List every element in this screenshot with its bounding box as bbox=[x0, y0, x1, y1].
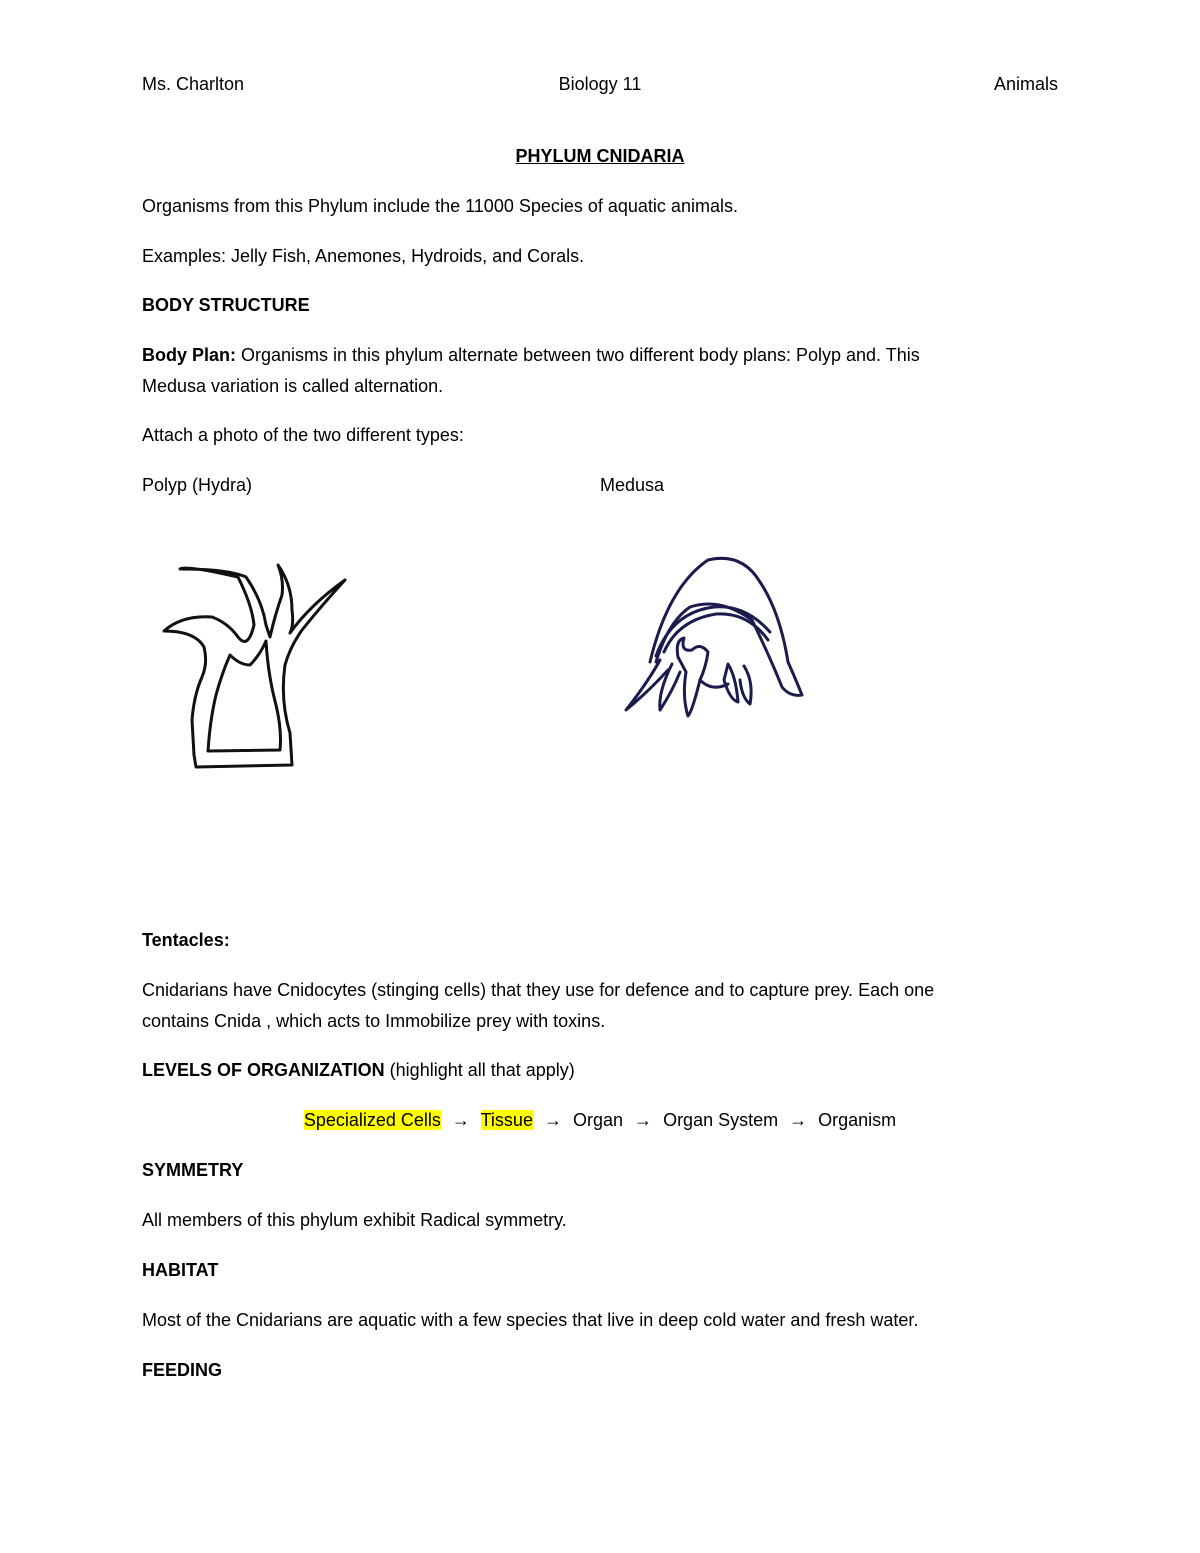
header-author: Ms. Charlton bbox=[142, 74, 245, 94]
feeding-heading: FEEDING bbox=[142, 1360, 223, 1380]
levels-heading-line bbox=[142, 1058, 575, 1082]
body-structure-heading: BODY STRUCTURE bbox=[142, 295, 310, 315]
level-organ: Organ bbox=[573, 1110, 624, 1130]
tentacles-heading: Tentacles: bbox=[142, 930, 230, 950]
body-plan-label: Body Plan: bbox=[142, 345, 237, 365]
level-organism: Organism bbox=[818, 1110, 897, 1130]
tentacles-text-2: contains Cnida , which acts to Immobilize prey with toxins. bbox=[142, 1011, 606, 1031]
medusa-drawing bbox=[620, 552, 810, 720]
header-unit: Animals bbox=[993, 74, 1058, 94]
arrow-icon: → bbox=[634, 1110, 653, 1130]
page-title: PHYLUM CNIDARIA bbox=[515, 146, 685, 166]
body-plan-text: Organisms in this phylum alternate between two different body plans: Polyp and. This bbox=[236, 345, 920, 365]
polyp-label: Polyp (Hydra) bbox=[142, 475, 253, 495]
arrow-icon: → bbox=[451, 1110, 470, 1130]
habitat-text: Most of the Cnidarians are aquatic with a few species that live in deep cold water and fresh water. bbox=[142, 1310, 919, 1330]
level-specialized-cells: Specialized Cells bbox=[303, 1110, 441, 1130]
header-course: Biology 11 bbox=[558, 74, 642, 94]
level-tissue: Tissue bbox=[480, 1110, 533, 1130]
symmetry-heading: SYMMETRY bbox=[142, 1160, 244, 1180]
levels-note: (highlight all that apply) bbox=[384, 1060, 575, 1080]
level-organ-system: Organ System bbox=[663, 1110, 779, 1130]
arrow-icon: → bbox=[543, 1110, 562, 1130]
intro-text: Organisms from this Phylum include the 11000 Species of aquatic animals. bbox=[142, 196, 738, 216]
medusa-label: Medusa bbox=[600, 475, 665, 495]
body-plan-paragraph bbox=[142, 343, 920, 367]
examples-text: Examples: Jelly Fish, Anemones, Hydroids, and Corals. bbox=[142, 246, 585, 266]
levels-heading: LEVELS OF ORGANIZATION bbox=[142, 1060, 385, 1080]
tentacles-text-1: Cnidarians have Cnidocytes (stinging cells) that they use for defence and to capture prey. Each one bbox=[142, 980, 935, 1000]
polyp-drawing bbox=[150, 555, 360, 780]
arrow-icon: → bbox=[789, 1110, 808, 1130]
symmetry-text: All members of this phylum exhibit Radical symmetry. bbox=[142, 1210, 567, 1230]
habitat-heading: HABITAT bbox=[142, 1260, 219, 1280]
attach-photo-text: Attach a photo of the two different types: bbox=[142, 425, 464, 445]
body-plan-text-2: Medusa variation is called alternation. bbox=[142, 376, 444, 396]
levels-chain bbox=[0, 1108, 1200, 1132]
